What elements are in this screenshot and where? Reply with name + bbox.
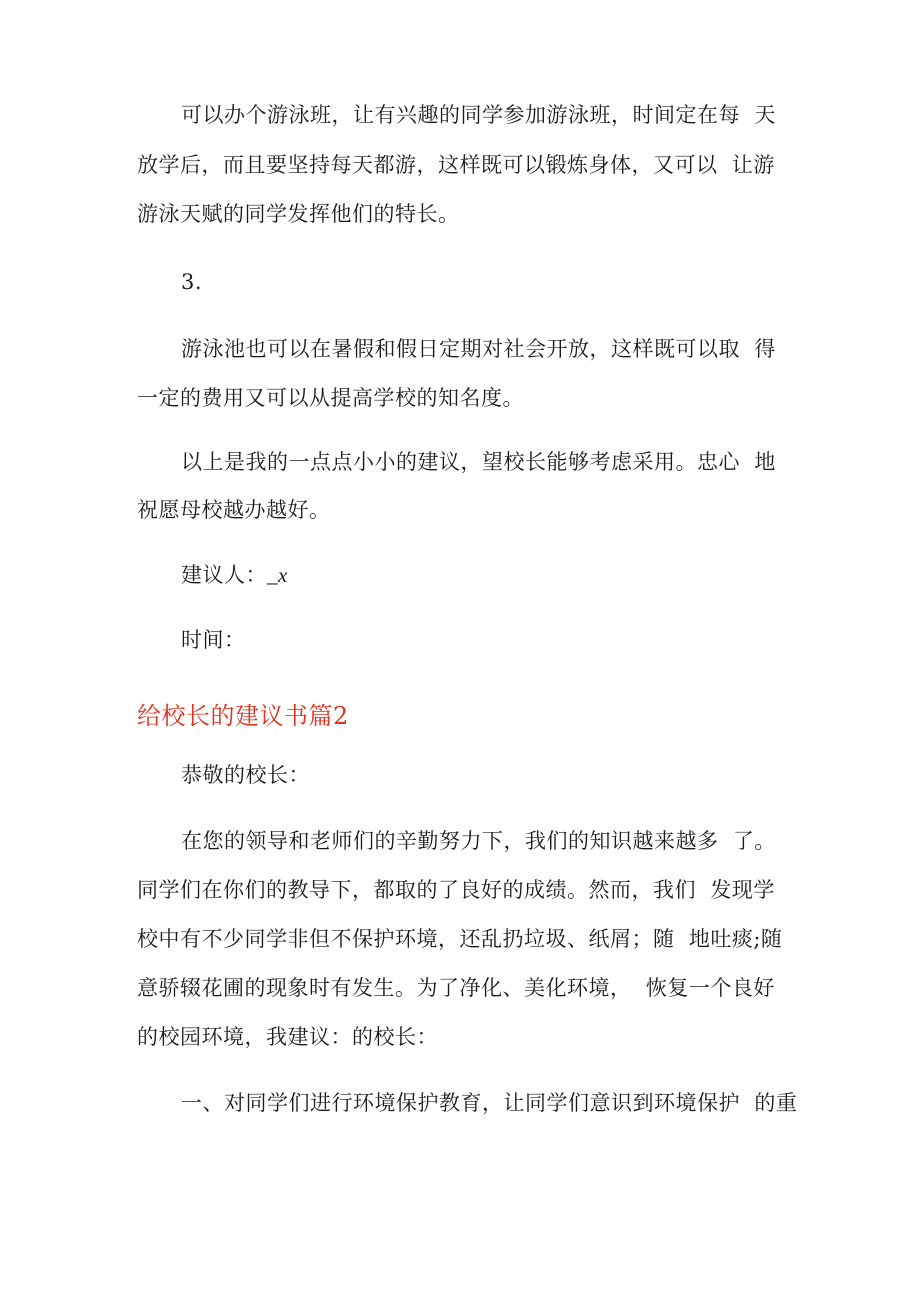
proposer-line: [181, 565, 288, 586]
paragraph-4-line-4: 意骄辍花圃的现象时有发生。为了净化、美化环境， 恢复一个良好: [137, 976, 775, 1000]
paragraph-2-line-1: 游泳池也可以在暑假和假日定期对社会开放，这样既可以取 得: [181, 337, 776, 361]
paragraph-3-line-1: 以上是我的一点点小小的建议，望校长能够考虑采用。忠心 地: [181, 450, 776, 474]
paragraph-3-line-2: 祝愿母校越办越好。: [137, 498, 331, 522]
proposer-value: _x: [267, 563, 288, 587]
time-label: 时间：: [181, 628, 246, 652]
paragraph-5-line-1: 一、对同学们进行环境保护教育，让同学们意识到环境保护 的重: [181, 1091, 798, 1115]
salutation: 恭敬的校长：: [181, 763, 310, 787]
paragraph-1-line-1: 可以办个游泳班，让有兴趣的同学参加游泳班，时间定在每 天: [181, 103, 776, 127]
paragraph-4-line-2: 同学们在你们的教导下，都取的了良好的成绩。然而，我们 发现学: [137, 878, 775, 902]
list-item-number-3: 3.: [181, 270, 203, 294]
paragraph-4-line-5: 的校园环境，我建议：的校长：: [137, 1025, 438, 1049]
paragraph-2-line-2: 一定的费用又可以从提高学校的知名度。: [137, 386, 524, 410]
paragraph-1-line-2: 放学后，而且要坚持每天都游，这样既可以锻炼身体，又可以 让游: [137, 153, 775, 177]
paragraph-1-line-3: 游泳天赋的同学发挥他们的特长。: [137, 202, 460, 226]
paragraph-4-line-3: 校中有不少同学非但不保护环境，还乱扔垃圾、纸屑；随 地吐痰;随: [137, 927, 783, 951]
section-title: 给校长的建议书篇2: [137, 702, 349, 730]
proposer-label: 建议人：: [181, 563, 267, 587]
paragraph-4-line-1: 在您的领导和老师们的辛勤努力下，我们的知识越来越多 了。: [181, 829, 776, 853]
